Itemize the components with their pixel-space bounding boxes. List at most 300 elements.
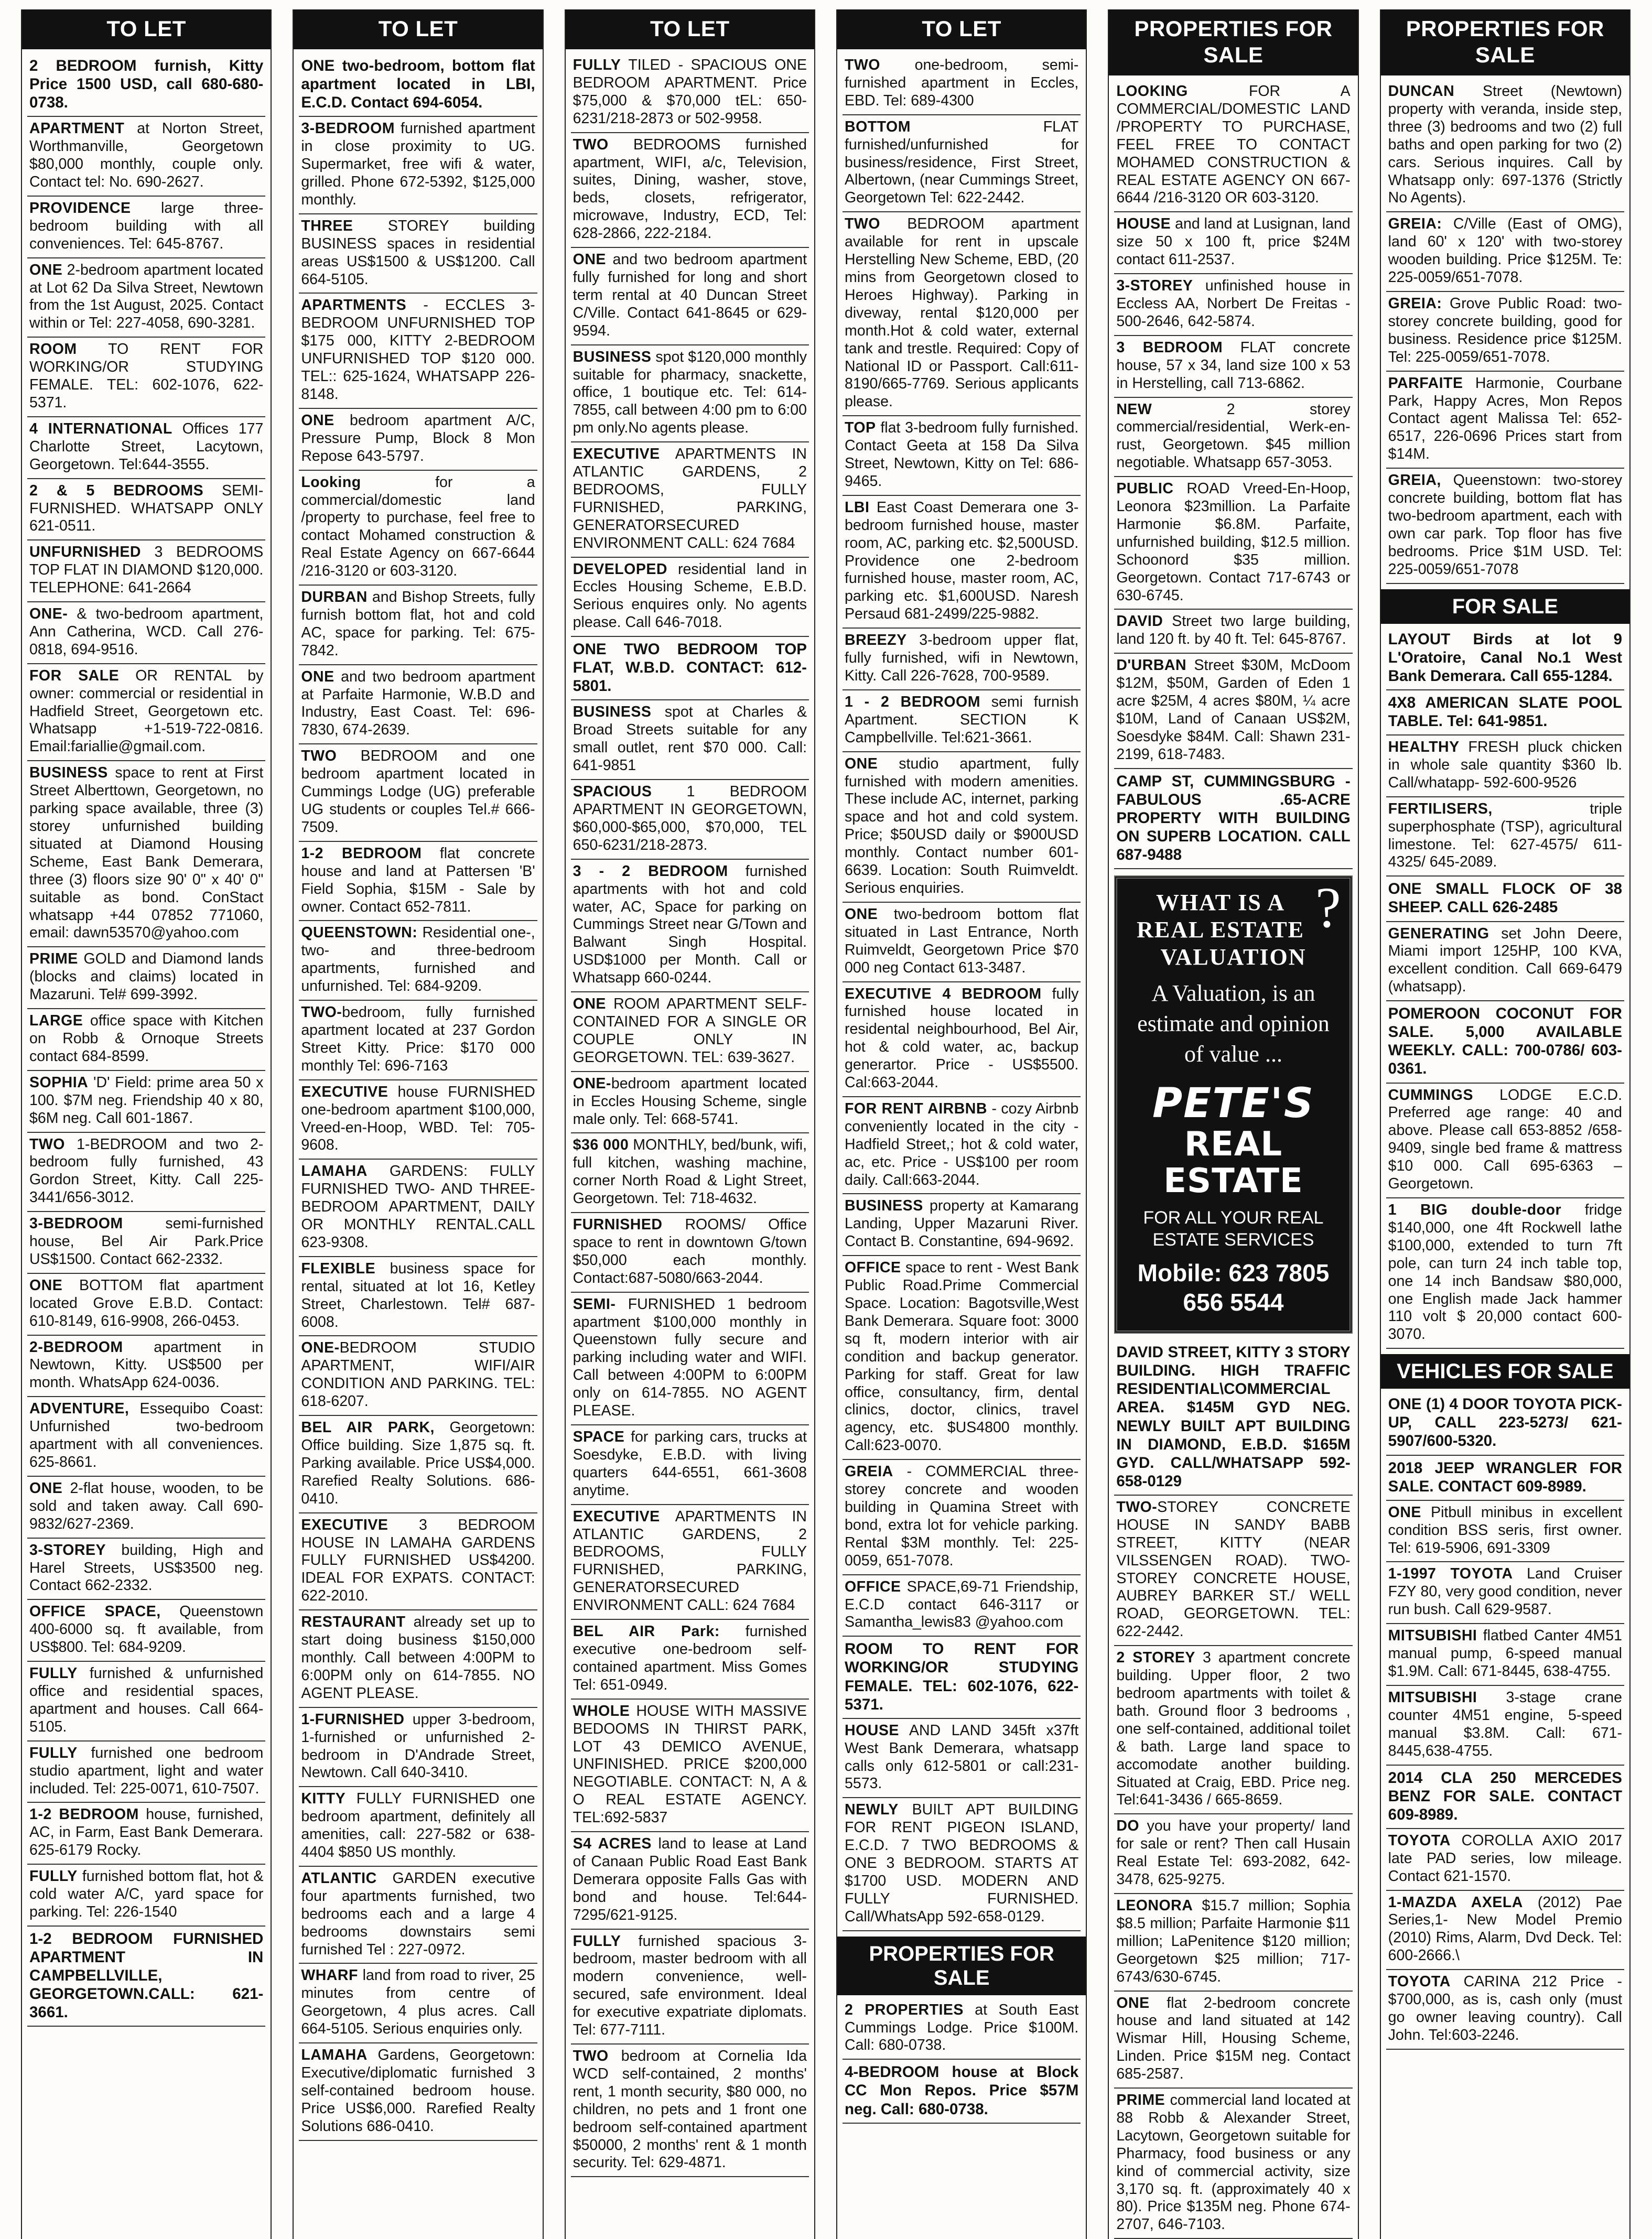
ad-text: Georgetown: Office building. Size 1,875 sq. ft. Parking available. Price US$4,000. Rarefied Realty Solutions. 686-0410. <box>301 1419 535 1507</box>
ad-text: 3 BEDROOMS TOP FLAT IN DIAMOND $120,000. TELEPHONE: 641-2664 <box>29 544 264 597</box>
ad-text: commercial land located at 88 Robb & Alexander Street, Lacytown, Georgetown suitable for Pharmacy, food business or any kind of commercial activity, size 3,170 sq. ft. (approximately 40 x 80). Price $135M neg. Phone 674-2707, 646-7103. <box>1116 2092 1351 2233</box>
classified-ad <box>843 2060 1081 2123</box>
ad-lead: LEONORA <box>1116 1897 1193 1914</box>
ad-text: 'D' Field: prime area 50 x 100. $7M neg. Friendship 40 x 80, $6M neg. Call 601-1867. <box>29 1074 264 1127</box>
ad-text: bedroom apartment A/C, Pressure Pump, Block 8 Mon Repose 643-5797. <box>301 412 535 464</box>
ad-lead: 2 & 5 BEDROOMS <box>29 482 204 499</box>
ad-lead: NEW <box>1116 401 1152 418</box>
classified-ad <box>1114 80 1352 212</box>
ad-lead: UNFURNISHED <box>29 544 141 561</box>
classified-ad <box>27 338 265 417</box>
classified-ad <box>571 1213 809 1293</box>
classified-ad <box>1114 274 1352 336</box>
ad-lead: ONE <box>845 905 878 923</box>
ad-text: business space for rental, situated at lot 16, Ketley Street, Charlestown. Tel# 687-6008. <box>301 1260 535 1331</box>
ad-text: Queenstown: two-storey concrete building, bottom flat has two-bedroom apartment, each with own car park. Top floor has five bedrooms. Price $1M USD. Tel: 225-0059/651-7078 <box>1388 472 1622 578</box>
classified-ad <box>571 442 809 557</box>
ad-text: TILED - SPACIOUS ONE BEDROOM APARTMENT. Price $75,000 & $70,000 tEL: 650-6231/218-2873 or 502-9958. <box>573 57 807 127</box>
classified-ad <box>571 2045 809 2177</box>
section-heading: TO LET <box>837 9 1086 49</box>
ad-lead: EXECUTIVE <box>301 1516 388 1533</box>
classified-ad <box>571 53 809 133</box>
ad-lead: ONE <box>1388 1504 1421 1521</box>
ad-lead: GREIA: <box>1388 295 1442 312</box>
ad-lead: MITSUBISHI <box>1388 1689 1477 1706</box>
classified-ad <box>843 629 1081 690</box>
ad-text: studio apartment, fully furnished with modern amenities. These include AC, internet, parking space and hot and cold system. Price; $50USD daily or $900USD monthly. Contact number 601-6639. Location: South Ruimveldt. Serious enquiries. <box>845 755 1079 896</box>
ad-text: GARDEN executive four apartments furnished, two bedrooms each and a large 4 bedrooms downstairs semi furnished Tel : 227-0972. <box>301 1869 535 1958</box>
ad-text: SEMI-FURNISHED. WHATSAPP ONLY 621-0511. <box>29 482 264 535</box>
ad-text: apartment in Newtown, Kitty. US$500 per month. WhatsApp 624-0036. <box>29 1338 264 1391</box>
ad-text: upper 3-bedroom, 1-furnished or unfurnished 2-bedroom in D'Andrade Street, Newtown. Call 640-3410. <box>301 1711 535 1781</box>
classified-ad <box>299 1416 537 1513</box>
ad-lead: EXECUTIVE <box>573 446 660 463</box>
ad-text: spot at Charles & Broad Streets suitable for any small outlet, rent $70 000. Call: 641-9851 <box>573 704 807 774</box>
classified-ad <box>299 1964 537 2043</box>
classified-ad <box>571 1072 809 1134</box>
ad-text: - ECCLES 3-BEDROOM UNFURNISHED TOP $175 000, KITTY 2-BEDROOM UNFURNISHED TOP $120 000. TEL:: 625-1624, WHATSAPP 226-8148. <box>301 297 535 403</box>
classified-ad <box>571 1700 809 1832</box>
ad-lead: SPACE <box>573 1429 625 1445</box>
ad-lead: TWO <box>573 2048 609 2064</box>
classified-ad <box>299 1336 537 1416</box>
classified-ad <box>1386 735 1624 797</box>
ad-lead: TOYOTA <box>1388 1973 1451 1991</box>
classified-ad <box>27 1662 265 1742</box>
classified-ad <box>1386 1001 1624 1083</box>
ad-text: spot $120,000 monthly suitable for pharmacy, snackette, office, 1 boutique etc. Tel: 614-7855, call between 4:00 pm to 6:00 pm only.No agents please. <box>573 348 807 437</box>
ad-lead: ROOM <box>29 341 77 358</box>
classified-ad <box>299 1001 537 1080</box>
ad-text: ROOM APARTMENT SELF-CONTAINED FOR A SINGLE OR COUPLE ONLY IN GEORGETOWN. TEL: 639-3627. <box>573 996 807 1066</box>
ad-lead: EXECUTIVE <box>573 1508 660 1525</box>
ad-lead: NEWLY <box>845 1801 899 1819</box>
ad-text: LAYOUT Birds at lot 9 L'Oratoire, Canal No.1 West Bank Demerara. Call 655-1284. <box>1388 630 1622 685</box>
classified-ad <box>27 258 265 338</box>
classified-ad <box>1114 610 1352 654</box>
ad-lead: BUSINESS <box>845 1197 923 1215</box>
classified-ad <box>843 416 1081 496</box>
ad-text: furnished executive one-bedroom self-contained apartment. Miss Gomes Tel: 651-0949. <box>573 1623 807 1693</box>
classified-ad <box>299 409 537 471</box>
classified-ad <box>1386 690 1624 735</box>
ad-lead: KITTY <box>301 1790 346 1808</box>
classified-ad <box>571 1133 809 1213</box>
ad-text: GARDENS: FULLY FURNISHED TWO- AND THREE-BEDROOM APARTMENT, DAILY OR MONTHLY RENTAL.CALL 623-9308. <box>301 1163 535 1251</box>
ad-lead: EXECUTIVE <box>301 1083 388 1100</box>
ad-text: residential land in Eccles Housing Scheme, E.B.D. Serious enquires only. No agents please. Call 646-7018. <box>573 560 807 631</box>
classified-ad <box>571 1930 809 2045</box>
ad-lead: OFFICE <box>845 1259 901 1277</box>
ad-text: at Norton Street, Worthmanville, Georgetown $80,000 monthly, couple only. Contact tel: No. 690-2627. <box>29 120 264 190</box>
ad-text: house FURNISHED one-bedroom apartment $100,000, Vreed-en-Hoop, WBD. Tel: 705-9608. <box>301 1083 535 1154</box>
classified-ad <box>843 1097 1081 1195</box>
ad-text: STOREY building BUSINESS spaces in residential areas US$1500 & US$1200. Call 664-5105. <box>301 217 535 288</box>
advert-definition: A Valuation, is an estimate and opinion of value ... <box>1137 980 1330 1067</box>
ad-text: furnished spacious 3-bedroom, master bedroom with all modern convenience, well-secured, safe environment. Ideal for executive expatriate diplomats. Tel: 677-7111. <box>573 1932 807 2039</box>
ad-lead: TWO <box>573 136 609 153</box>
ad-lead: CUMMINGS <box>1388 1086 1473 1104</box>
section-heading: VEHICLES FOR SALE <box>1381 1354 1629 1389</box>
classified-ad <box>843 1719 1081 1799</box>
ad-lead: FLEXIBLE <box>301 1260 376 1277</box>
classified-ad <box>27 197 265 258</box>
classified-ad <box>1386 80 1624 212</box>
classified-ad <box>843 212 1081 416</box>
ad-text: Residential one-, two- and three-bedroom apartments, furnished and unfurnished. Tel: 684-9209. <box>301 924 535 995</box>
ad-lead: FULLY <box>573 57 621 73</box>
classified-ad <box>27 479 265 541</box>
classified-ad <box>843 1460 1081 1575</box>
classified-ad <box>1114 2089 1352 2239</box>
ad-text: furnished apartment in close proximity to UG. Supermarket, free wifi & water, grilled. Phone 672-5392, $125,000 monthly. <box>301 120 535 208</box>
ad-text: GOLD and Diamond lands (blocks and claims) located in Mazaruni. Tel# 699-3992. <box>29 950 264 1003</box>
ad-text: CARINA 212 Price - $700,000, as is, cash only (must go owner leaving country). Call John. Tel:603-2246. <box>1388 1973 1622 2043</box>
classified-ad <box>27 1071 265 1133</box>
ad-text: TO RENT FOR WORKING/OR STUDYING FEMALE. TEL: 602-1076, 622-5371. <box>29 341 264 411</box>
ad-text: MONTHLY, bed/bunk, wifi, full kitchen, washing machine, corner North Road & Light Street, Georgetown. Tel: 718-4632. <box>573 1137 807 1207</box>
ad-text: Queenstown 400-6000 sq. ft available, from US$800. Tel: 684-9209. <box>29 1603 264 1656</box>
classified-ad <box>27 540 265 602</box>
ad-text: for parking cars, trucks at Soesdyke, E.B.D. with living quarters 644-6551, 661-3608 anytime. <box>573 1429 807 1499</box>
ad-lead: BUSINESS <box>573 348 652 365</box>
section-heading: PROPERTIES FOR SALE <box>1109 9 1357 75</box>
ad-lead: ONE <box>29 1277 63 1294</box>
ad-lead: 1-MAZDA AXELA <box>1388 1894 1523 1911</box>
classified-column <box>1108 9 1358 2239</box>
classified-ad <box>571 1425 809 1505</box>
ad-lead: BREEZY <box>845 632 907 649</box>
ad-text: and Bishop Streets, fully furnish bottom flat, hot and cold AC, space for parking. Tel: 675-7842. <box>301 589 535 659</box>
ad-text: and land at Lusignan, land size 50 x 100 ft, price $24M contact 611-2537. <box>1116 215 1351 268</box>
ad-text: ROAD Vreed-En-Hoop, Leonora $23million. La Parfaite Harmonie $6.8M. Parfaite, unfurnished building, $12.5 million. Schoonord $35 million. Georgetown. Contact 717-6743 or 630-6745. <box>1116 480 1351 604</box>
ad-lead: GREIA, <box>1388 472 1441 489</box>
classified-ad <box>27 1336 265 1398</box>
classified-ad <box>299 1080 537 1160</box>
ad-text: ONE (1) 4 DOOR TOYOTA PICK-UP, CALL 223-5273/ 621-5907/600-5320. <box>1388 1396 1622 1450</box>
ad-lead: 1 BIG double-door <box>1388 1202 1562 1218</box>
classified-ad <box>1386 1562 1624 1624</box>
ad-lead: ONE <box>301 412 334 429</box>
classified-ad <box>1386 212 1624 292</box>
ad-lead: ONE <box>573 251 606 268</box>
ad-text: Street two large building, land 120 ft. by 40 ft. Tel: 645-8767. <box>1116 613 1351 648</box>
section-heading: TO LET <box>294 9 542 49</box>
classified-column <box>836 9 1087 2239</box>
classified-ad <box>843 752 1081 903</box>
classified-ad <box>571 133 809 248</box>
classified-column <box>1380 9 1631 2239</box>
advert-mobile: Mobile: 623 7805 656 5544 <box>1137 1259 1330 1316</box>
ad-text: furnished one bedroom studio apartment, light and water included. Tel: 225-0071, 610-7507. <box>29 1744 264 1797</box>
ad-lead: 1-2 BEDROOM <box>29 1806 139 1823</box>
classified-ad <box>1114 1992 1352 2089</box>
ad-text: $15.7 million; Sophia $8.5 million; Parfaite Harmonie $11 million; LaPenitence $120 million; Georgetown $25 million; 717-6743/630-6745. <box>1116 1897 1351 1985</box>
ad-text: one-bedroom, semi-furnished apartment in Eccles, EBD. Tel: 689-4300 <box>845 57 1079 109</box>
classified-ad <box>299 1708 537 1788</box>
ad-text: Essequibo Coast: Unfurnished two-bedroom apartment with all conveniences. 625-8661. <box>29 1400 264 1470</box>
ad-lead: THREE <box>301 217 353 234</box>
ad-text: large three-bedroom building with all conveniences. Tel: 645-8767. <box>29 199 264 252</box>
ad-text: - cozy Airbnb conveniently located in the city - Hadfield Street,; hot & cold water, ac, etc. Price - US$100 per room daily. Call:663-2044. <box>845 1100 1079 1188</box>
ad-text: flatbed Canter 4M51 manual pump, 6-speed manual $1.9M. Call: 671-8445, 638-4755. <box>1388 1627 1622 1680</box>
ad-text: East Coast Demerara one 3-bedroom furnished house, master room, AC, parking etc. $2,500USD. Providence one 2-bedroom furnished house, master room, AC, parking etc. $1,600USD. Naresh Persaud 681-2499/225-9882. <box>845 499 1079 623</box>
ad-lead: DO <box>1116 1818 1140 1835</box>
advert-brand-sub: REAL ESTATE <box>1163 1125 1303 1201</box>
ad-text: fridge $140,000, one 4ft Rockwell lathe $100,000, extended to turn 7ft pole, can turn 24 inch table top, one 14 inch Bandsaw $80,000, one English made Jack hammer 110 volt $ 20,000 contact 600-3070. <box>1388 1202 1622 1343</box>
real-estate-advert <box>1114 875 1352 1334</box>
ad-text: land from road to river, 25 minutes from centre of Georgetown, 4 plus acres. Call 664-5105. Serious enquiries only. <box>301 1967 535 2038</box>
ad-lead: TWO <box>301 748 337 765</box>
ad-text: ONE two-bedroom, bottom flat apartment located in LBI, E.C.D. Contact 694-6054. <box>301 57 535 112</box>
ad-lead: HEALTHY <box>1388 739 1460 756</box>
ad-lead: FULLY <box>29 1744 78 1761</box>
classified-ad <box>843 1194 1081 1256</box>
section-heading: PROPERTIES FOR SALE <box>1381 9 1629 75</box>
classified-ad <box>27 1539 265 1600</box>
ad-text: FULLY FURNISHED one bedroom apartment, definitely all amenities, call: 227-582 or 638-4404 $850 US monthly. <box>301 1790 535 1861</box>
classified-ad <box>1386 372 1624 469</box>
ad-text: flat 2-bedroom concrete house and land situated at 142 Wismar Hill, Housing Scheme, Linden. Price $15M neg. Contact 685-2587. <box>1116 1994 1351 2083</box>
classified-ad <box>571 637 809 700</box>
classified-ad <box>299 1257 537 1337</box>
ad-text: 3 BEDROOM HOUSE IN LAMAHA GARDENS FULLY FURNISHED US$4200. IDEAL FOR EXPATS. CONTACT: 622-2010. <box>301 1516 535 1605</box>
classified-ad <box>299 117 537 214</box>
ad-lead: PARFAITE <box>1388 374 1463 392</box>
ad-text: BEDROOM STUDIO APARTMENT, WIFI/AIR CONDITION AND PARKING. TEL: 618-6207. <box>301 1339 535 1410</box>
ad-text: COROLLA AXIO 2017 late PAD series, low mileage. Contact 621-1570. <box>1388 1832 1622 1885</box>
classified-ad <box>1386 1891 1624 1971</box>
ad-lead: SEMI- <box>573 1295 616 1313</box>
ad-text: FRESH pluck chicken in whole sale quantity $360 lb. Call/whatapp- 592-600-9526 <box>1388 739 1622 791</box>
classified-ad <box>299 1867 537 1964</box>
classified-ad <box>27 117 265 197</box>
classified-ad <box>1114 1646 1352 1814</box>
classified-ad <box>27 1600 265 1662</box>
classified-ad <box>571 345 809 443</box>
classified-ad <box>1114 398 1352 478</box>
ad-text: C/Ville (East of OMG), land 60' x 120' with two-storey wooden building. Price $125M. Te: 225-0059/651-7078. <box>1388 215 1622 286</box>
ad-text: building, High and Harel Streets, US$3500 neg. Contact 662-2332. <box>29 1541 264 1594</box>
classified-ad <box>1114 654 1352 769</box>
classified-ad <box>27 602 265 664</box>
ad-text: (2012) Pae Series,1- New Model Premio (2010) Rims, Alarm, Dvd Deck. Tel: 600-2666.\ <box>1388 1894 1622 1964</box>
ad-lead: PUBLIC <box>1116 480 1174 497</box>
ad-text: AND LAND 345ft x37ft West Bank Demerara, whatsapp calls only 612-5801 or call:231-5573. <box>845 1722 1079 1792</box>
ad-lead: ATLANTIC <box>301 1869 377 1887</box>
classified-ad <box>571 860 809 992</box>
ad-text: BEDROOM and one bedroom apartment located in Cummings Lodge (UG) preferable UG students or couples Tel.# 666-7509. <box>301 748 535 836</box>
ad-text: 4X8 AMERICAN SLATE POOL TABLE. Tel: 641-9851. <box>1388 694 1622 730</box>
classified-ad <box>1386 1392 1624 1455</box>
ad-lead: TOP <box>845 419 876 437</box>
classified-ad <box>1386 1970 1624 2050</box>
ad-text: Street (Newtown) property with veranda, inside step, three (3) bedrooms and two (2) full baths and open parking for two (2) cars. Serious inquires. Call by Whatsapp only: 697-1376 (Strictly No Agents). <box>1388 83 1622 207</box>
ad-text: two-bedroom bottom flat situated in Last Entrance, North Ruimveldt, Georgetown Price $70 000 neg Contact 613-3487. <box>845 905 1079 976</box>
ad-lead: BEL AIR PARK, <box>301 1419 435 1436</box>
ad-text: BOTTOM flat apartment located Grove E.B.D. Contact: 610-8149, 616-9908, 266-0453. <box>29 1277 264 1329</box>
ad-text: Grove Public Road: two-storey concrete building, good for business. Residence price $125M. Tel: 225-0059/651-7078. <box>1388 295 1622 365</box>
ad-lead: 3 - 2 BEDROOM <box>573 862 728 880</box>
ad-lead: ONE <box>29 261 63 278</box>
ad-lead: 1 - 2 BEDROOM <box>845 693 980 710</box>
classified-ad <box>27 664 265 762</box>
ad-lead: ONE <box>845 755 878 772</box>
classified-ad <box>27 1009 265 1071</box>
classified-ad <box>1386 1829 1624 1891</box>
ad-lead: GREIA <box>845 1463 893 1480</box>
classified-ad <box>299 665 537 745</box>
ad-text: flat 3-bedroom fully furnished. Contact Geeta at 158 Da Silva Street, Newtown, Kitty on Tel: 686-9465. <box>845 419 1079 490</box>
ad-text: LODGE E.C.D. Preferred age range: 40 and above. Please call 653-8852 /658-9409, single bed frame & mattress $10 000. Call 695-6363 – Georgetown. <box>1388 1086 1622 1193</box>
classified-ad <box>299 842 537 922</box>
ad-lead: 3-BEDROOM <box>29 1215 123 1232</box>
classified-ad <box>299 1513 537 1611</box>
ad-lead: FERTILISERS, <box>1388 800 1493 817</box>
ad-lead: ONE- <box>573 1075 611 1092</box>
classified-ad <box>27 1477 265 1539</box>
ad-lead: MITSUBISHI <box>1388 1627 1477 1645</box>
ad-lead: WHARF <box>301 1967 358 1984</box>
ad-lead: 1-1997 TOYOTA <box>1388 1565 1513 1583</box>
ad-text: bedroom at Cornelia Ida WCD self-contained, 2 months' rent, 1 month security, $80 000, no children, no pets and 1 front one bedroom self-contained apartment $50000, 2 months' rent & 1 month security. Tel: 629-4871. <box>573 2048 807 2171</box>
ad-text: at South East Cummings Lodge. Price $100M. Call: 680-0738. <box>845 2001 1079 2054</box>
classified-ad <box>27 1212 265 1274</box>
classified-ad <box>843 1637 1081 1718</box>
ad-text: FLAT concrete house, 57 x 34, land size 100 x 53 in Herstelling, call 713-6862. <box>1116 339 1351 392</box>
ad-lead: 2 STOREY <box>1116 1649 1195 1667</box>
classified-ad <box>1386 1456 1624 1501</box>
ad-lead: TWO <box>845 215 880 233</box>
classified-column <box>293 9 543 2239</box>
advert-services: FOR ALL YOUR REAL ESTATE SERVICES <box>1143 1208 1324 1250</box>
ad-lead: DUNCAN <box>1388 83 1455 100</box>
ad-text: 1-BEDROOM and two 2-bedroom fully furnished, 43 Gordon Street, Kitty. Call 225- 3441/656-3012. <box>29 1135 264 1206</box>
ad-lead: HOUSE <box>1116 215 1171 233</box>
ad-lead: TOYOTA <box>1388 1832 1451 1849</box>
ad-text: POMEROON COCONUT FOR SALE. 5,000 AVAILABLE WEEKLY. CALL: 700-0786/ 603-0361. <box>1388 1005 1622 1078</box>
ad-text: 1-2 BEDROOM FURNISHED APARTMENT IN CAMPBELLVILLE, GEORGETOWN.CALL: 621-3661. <box>29 1930 264 2021</box>
classified-ad <box>843 982 1081 1097</box>
ad-text: BEDROOM apartment available for rent in upscale Herstelling New Scheme, EBD, (20 mins from Georgetown closed to Heroes Highway). Parking in diveway, rental $120,000 per month.Hot & cold water, external tank and trestle. Required: Copy of National ID or Passport. Call:611-8190/665-7769. Serious applicants please. <box>845 215 1079 410</box>
classified-ad <box>299 1787 537 1867</box>
ad-text: Gardens, Georgetown: Executive/diplomatic furnished 3 self-contained bedroom house. Price US$6,000. Rarefied Realty Solutions 686-0410. <box>301 2047 535 2135</box>
classified-ad <box>1386 1686 1624 1766</box>
classified-ad <box>27 1803 265 1865</box>
classified-ad <box>1386 922 1624 1002</box>
ad-text: for a commercial/domestic land /property to purchase, feel free to contact Mohamed construction & Real Estate Agency on 667-6644 /216-3120 or 603-3120. <box>301 473 535 580</box>
ad-lead: Looking <box>301 473 361 491</box>
ad-lead: OFFICE <box>845 1578 901 1595</box>
classified-ad <box>299 1160 537 1257</box>
ad-lead: ONE- <box>29 605 68 623</box>
ad-text: fully furnished house located in residental neighbourhood, Bel Air, hot & cold water, ac, backup generartor. Price - US$5500. Cal:663-2044. <box>845 985 1079 1091</box>
ad-lead: DEVELOPED <box>573 560 667 578</box>
ad-text: Harmonie, Courbane Park, Happy Acres, Mon Repos Contact agent Malissa Tel: 652-6517, 226-0696 Prices start from $14M. <box>1388 374 1622 463</box>
classified-ad <box>843 53 1081 115</box>
classified-ad <box>843 690 1081 752</box>
classified-ad <box>843 115 1081 213</box>
ad-text: office space with Kitchen on Robb & Ornoque Streets contact 684-8599. <box>29 1012 264 1065</box>
ad-text: Street $30M, McDoom $12M, $50M, Garden of Eden 1 acre $25M, 4 acres $80M, ¼ acre $10M, Land of Canaan US$2M, Soesdyke $84M. Call: Shawn 231-2199, 618-7483. <box>1116 657 1351 763</box>
classified-ad <box>1114 212 1352 274</box>
classified-ad <box>1386 1198 1624 1349</box>
classified-ad <box>1386 1084 1624 1198</box>
ad-text: bedroom apartment located in Eccles Housing Scheme, single male only. Tel: 668-5741. <box>573 1075 807 1128</box>
ad-lead: SPACIOUS <box>573 783 652 801</box>
ad-lead: ONE <box>1116 1994 1150 2011</box>
ad-lead: PRIME <box>1116 2092 1165 2109</box>
ad-lead: PROVIDENCE <box>29 199 131 217</box>
classified-ad <box>1114 769 1352 869</box>
classified-ad <box>843 496 1081 629</box>
ad-lead: SOPHIA <box>29 1074 89 1091</box>
classified-ad <box>299 586 537 665</box>
ad-text: furnished & unfurnished office and residential spaces, apartment and houses. Call 664-5105. <box>29 1665 264 1735</box>
ad-lead: HOUSE <box>845 1722 899 1739</box>
classified-ad <box>1386 292 1624 372</box>
ad-lead: LAMAHA <box>301 2047 368 2064</box>
ad-lead: 1-2 BEDROOM <box>301 845 422 862</box>
ad-text: and two bedroom apartment at Parfaite Harmonie, W.B.D and Industry, East Coast. Tel: 696-7830, 674-2639. <box>301 668 535 739</box>
ad-text: property at Kamarang Landing, Upper Mazaruni River. Contact B. Constantine, 694-9692. <box>845 1197 1079 1250</box>
classifieds-page <box>21 9 1631 2233</box>
ad-text: 2-flat house, wooden, to be sold and taken away. Call 690-9832/627-2369. <box>29 1479 264 1532</box>
classified-ad <box>27 1865 265 1927</box>
classified-ad <box>1386 469 1624 583</box>
ad-lead: APARTMENT <box>29 120 125 137</box>
classified-ad <box>1114 1496 1352 1646</box>
ad-lead: 3 BEDROOM <box>1116 339 1223 356</box>
ad-lead: D'URBAN <box>1116 657 1187 674</box>
ad-lead: 3-STOREY <box>29 1541 106 1559</box>
ad-lead: ONE <box>29 1479 63 1497</box>
ad-lead: DAVID <box>1116 613 1163 630</box>
classified-ad <box>1386 1624 1624 1686</box>
ad-lead: BUSINESS <box>29 764 108 782</box>
ad-text: ONE TWO BEDROOM TOP FLAT, W.B.D. CONTACT: 612-5801. <box>573 641 807 695</box>
ad-text: STOREY CONCRETE HOUSE IN SANDY BABB STREET, KITTY (NEAR VILSSENGEN ROAD). TWO-STOREY CONCRETE HOUSE, AUBREY BARKER ST./ WELL ROAD, GEORGETOWN. TEL: 622-2442. <box>1116 1498 1351 1640</box>
classified-ad <box>299 2043 537 2141</box>
classified-ad <box>1114 336 1352 398</box>
ad-lead: FOR RENT AIRBNB <box>845 1100 987 1117</box>
ad-lead: EXECUTIVE 4 BEDROOM <box>845 985 1042 1002</box>
classified-column <box>21 9 272 2239</box>
ad-text: ONE SMALL FLOCK OF 38 SHEEP. CALL 626-2485 <box>1388 880 1622 916</box>
ad-text: space to rent - West Bank Public Road.Prime Commercial Space. Location: Bagotsville,West Bank Demerara. Square foot: 3000 sq ft, modern interior with air condition and backup generator. Parking for staff. Great for law office, consultancy, firm, dental clinics, doctor, clinics, travel agency, etc. $US4800 monthly. Call:623-0070. <box>845 1259 1079 1454</box>
ad-text: house, furnished, AC, in Farm, East Bank Demerara. 625-6179 Rocky. <box>29 1806 264 1859</box>
classified-ad <box>571 1620 809 1700</box>
classified-ad <box>571 1505 809 1620</box>
ad-lead: FULLY <box>573 1932 621 1950</box>
column-grid <box>21 9 1631 2233</box>
ad-text: BUILT APT BUILDING FOR RENT PIGEON ISLAND, E.C.D. 7 TWO BEDROOMS & ONE 3 BEDROOM. STARTS AT $1700 USD. MODERN AND FULLY FURNISHED. Call/WhatsApp 592-658-0129. <box>845 1801 1079 1925</box>
ad-lead: GENERATING <box>1388 925 1489 942</box>
ad-text: 4-BEDROOM house at Block CC Mon Repos. Price $57M neg. Call: 680-0738. <box>845 2063 1079 2118</box>
classified-ad <box>1386 797 1624 877</box>
ad-lead: TWO- <box>301 1004 342 1021</box>
ad-lead: FOR SALE <box>29 667 120 684</box>
ad-lead: S4 ACRES <box>573 1835 652 1853</box>
ad-lead: FULLY <box>29 1868 78 1885</box>
classified-ad <box>1386 627 1624 690</box>
ad-lead: $36 000 <box>573 1137 629 1154</box>
ad-text: 2018 JEEP WRANGLER FOR SALE. CONTACT 609-8989. <box>1388 1459 1622 1495</box>
ad-text: Pitbull minibus in excellent condition BSS seris, first owner. Tel: 619-5906, 691-3309 <box>1388 1504 1622 1556</box>
section-heading: PROPERTIES FOR SALE <box>837 1937 1086 1995</box>
ad-lead: 4 INTERNATIONAL <box>29 420 172 437</box>
ad-lead: LBI <box>845 499 870 516</box>
